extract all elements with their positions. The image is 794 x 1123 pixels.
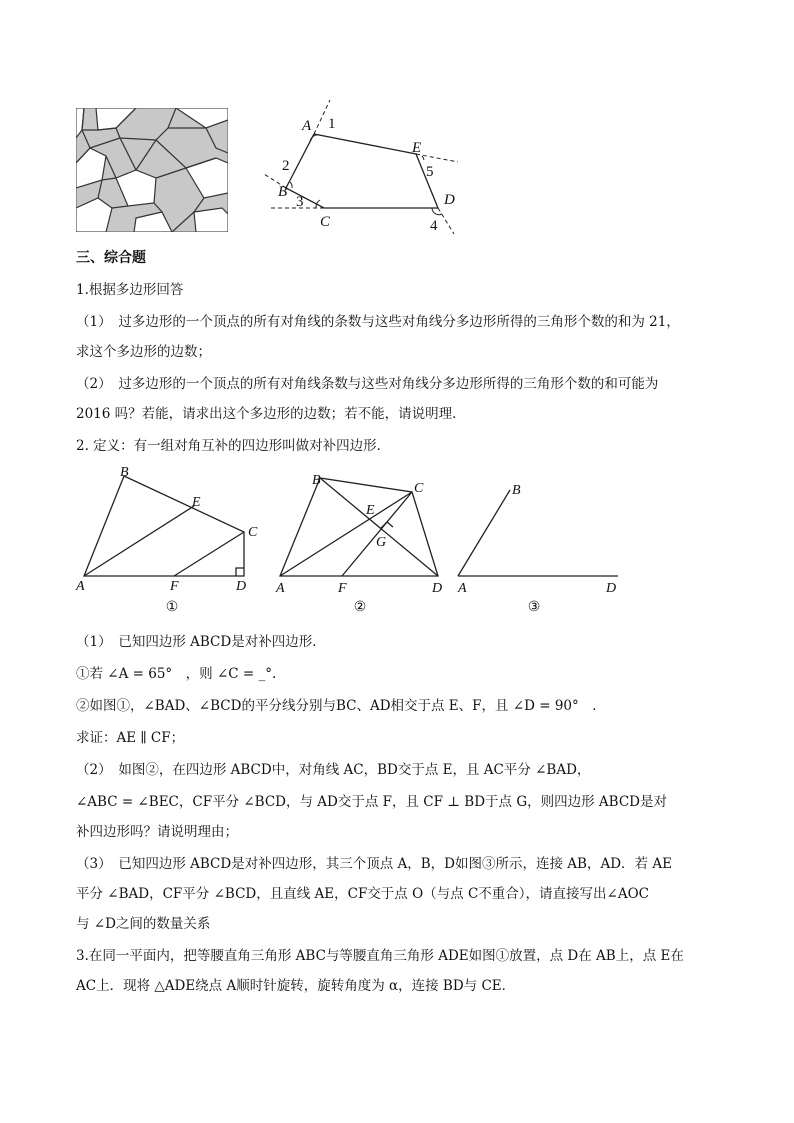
q2-s2-line1: （2） 如图②，在四边形 ABCD中，对角线 AC，BD交于点 E，且 AC平分 ∠BAD，	[76, 762, 591, 778]
f1-label-b: B	[120, 466, 129, 480]
f3-caption: ③	[527, 600, 541, 615]
q3-line1: 3.在同一平面内，把等腰直角三角形 ABC与等腰直角三角形 ADE如图①放置，点 D在 AB上，点 E在	[76, 948, 684, 964]
q2-figure-3	[452, 466, 632, 616]
f1-label-f: F	[170, 579, 179, 594]
q2-definition: 2. 定义：有一组对角互补的四边形叫做对补四边形．	[76, 438, 391, 454]
angle-label-2: 2	[282, 158, 290, 174]
vertex-label-b: B	[278, 184, 288, 200]
pentagon-exterior-angles-figure	[258, 96, 468, 238]
section-heading: 三、综合题	[76, 250, 146, 266]
f3-label-d: D	[606, 581, 617, 596]
angle-label-5: 5	[426, 164, 434, 180]
tessellation-image	[76, 108, 228, 232]
f2-label-a: A	[276, 581, 285, 596]
f2-label-g: G	[376, 535, 387, 550]
q1-part2-line2: 2016 吗？若能，请求出这个多边形的边数；若不能，请说明理．	[76, 406, 466, 422]
f2-label-f: F	[338, 581, 347, 596]
f2-caption: ②	[353, 600, 367, 615]
f1-label-c: C	[248, 525, 258, 540]
q2-s1-b: ②如图①，∠BAD、∠BCD的平分线分别与BC、AD相交于点 E、F，且 ∠D = 90° ．	[76, 698, 606, 714]
vertex-label-c: C	[320, 214, 331, 230]
f2-label-c: C	[414, 481, 424, 496]
q1-part2-line1: （2） 过多边形的一个顶点的所有对角线条数与这些对角线分多边形所得的三角形个数的和可能为	[76, 376, 659, 392]
f2-label-d: D	[432, 581, 443, 596]
q2-s3-line1: （3） 已知四边形 ABCD是对补四边形，其三个顶点 A，B，D如图③所示，连接 AB，AD．若 AE	[76, 856, 672, 872]
vertex-label-e: E	[412, 140, 422, 156]
q2-s2-line3: 补四边形吗？请说明理由；	[76, 824, 238, 840]
angle-label-4: 4	[430, 218, 438, 234]
f2-label-b: B	[312, 473, 321, 488]
f2-label-e: E	[366, 503, 375, 518]
angle-label-3: 3	[296, 194, 304, 210]
vertex-label-a: A	[302, 118, 312, 134]
q2-s2-line2: ∠ABC = ∠BEC，CF平分 ∠BCD，与 AD交于点 F，且 CF ⊥ BD于点 G，则四边形 ABCD是对	[76, 794, 667, 810]
q2-s3-line2: 平分 ∠BAD，CF平分 ∠BCD，且直线 AE，CF交于点 O（与点 C不重合），请直接写出∠AOC	[76, 886, 649, 902]
f1-label-a: A	[76, 579, 85, 594]
q2-figure-1	[74, 466, 264, 616]
f1-caption: ①	[165, 600, 179, 615]
f3-label-b: B	[512, 483, 521, 498]
q1-part1-line1: （1） 过多边形的一个顶点的所有对角线的条数与这些对角线分多边形所得的三角形个数的和为 21，	[76, 314, 680, 330]
q2-s1-intro: （1） 已知四边形 ABCD是对补四边形．	[76, 634, 326, 650]
q3-line2: AC上．现将 △ADE绕点 A顺时针旋转，旋转角度为 α，连接 BD与 CE．	[76, 978, 516, 994]
f1-label-d: D	[236, 579, 247, 594]
q2-s1-proof: 求证：AE ∥ CF；	[76, 730, 185, 746]
vertex-label-d: D	[444, 192, 455, 208]
f1-label-e: E	[192, 495, 201, 510]
q2-s3-line3: 与 ∠D之间的数量关系	[76, 916, 211, 932]
q2-figure-2	[272, 466, 452, 616]
q1-title: 1.根据多边形回答	[76, 282, 184, 298]
f3-label-a: A	[458, 581, 467, 596]
q1-part1-line2: 求这个多边形的边数；	[76, 344, 211, 360]
q2-s1-a: ①若 ∠A = 65° ，则 ∠C = _°.	[76, 666, 277, 682]
angle-label-1: 1	[328, 116, 336, 132]
